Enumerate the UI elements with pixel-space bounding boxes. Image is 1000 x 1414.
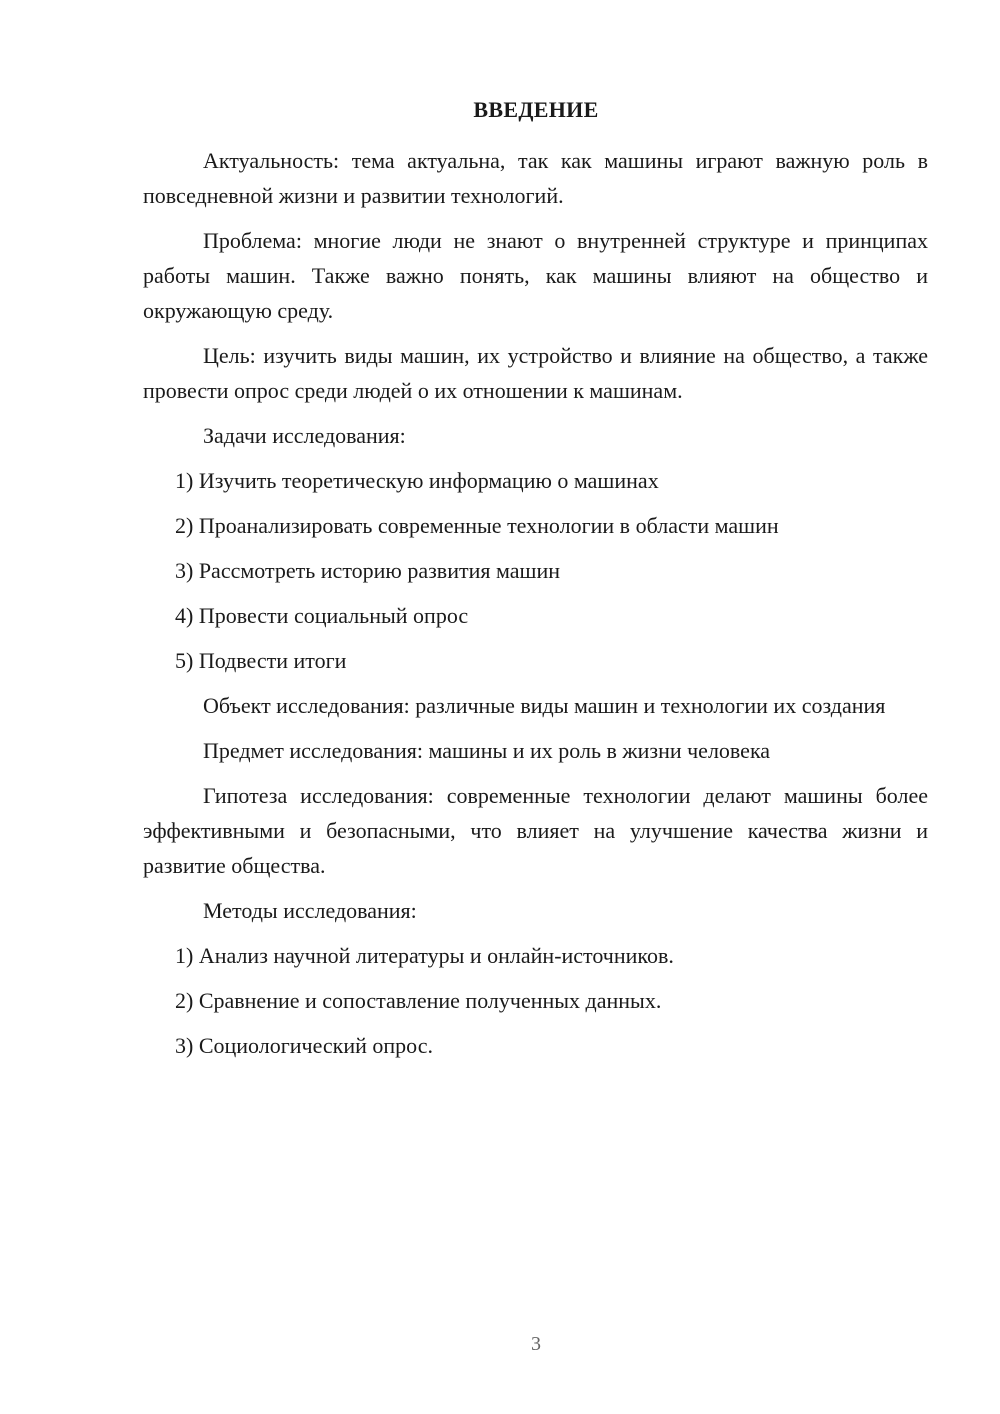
document-body bbox=[143, 143, 928, 1073]
method-item-2: 2) Сравнение и сопоставление полученных данных. bbox=[175, 988, 662, 1013]
method-item-3: 3) Социологический опрос. bbox=[175, 1033, 433, 1058]
page-number: 3 bbox=[531, 1333, 541, 1355]
task-item-3: 3) Рассмотреть историю развития машин bbox=[175, 558, 560, 583]
tasks-list bbox=[143, 463, 928, 678]
object-paragraph: Объект исследования: различные виды машин и технологии их создания bbox=[203, 693, 886, 718]
problem-paragraph: Проблема: многие люди не знают о внутренней структуре и принципах работы машин. Также важно понять, как машины влияют на общество и окружающую среду. bbox=[143, 228, 928, 323]
task-item-4: 4) Провести социальный опрос bbox=[175, 603, 469, 628]
goal-paragraph: Цель: изучить виды машин, их устройство и влияние на общество, а также провести опрос среди людей о их отношении к машинам. bbox=[143, 343, 928, 403]
hypothesis-paragraph: Гипотеза исследования: современные технологии делают машины более эффективными и безопасными, что влияет на улучшение качества жизни и развитие общества. bbox=[143, 783, 928, 878]
subject-paragraph: Предмет исследования: машины и их роль в жизни человека bbox=[203, 738, 771, 763]
tasks-heading: Задачи исследования: bbox=[203, 423, 406, 448]
task-item-5: 5) Подвести итоги bbox=[175, 648, 347, 673]
relevance-paragraph: Актуальность: тема актуальна, так как машины играют важную роль в повседневной жизни и развитии технологий. bbox=[143, 148, 928, 208]
method-item-1: 1) Анализ научной литературы и онлайн-источников. bbox=[175, 943, 674, 968]
task-item-2: 2) Проанализировать современные технологии в области машин bbox=[175, 513, 779, 538]
methods-heading: Методы исследования: bbox=[203, 898, 417, 923]
methods-list bbox=[143, 938, 928, 1063]
page-title: ВВЕДЕНИЕ bbox=[473, 97, 599, 122]
task-item-1: 1) Изучить теоретическую информацию о машинах bbox=[175, 468, 659, 493]
